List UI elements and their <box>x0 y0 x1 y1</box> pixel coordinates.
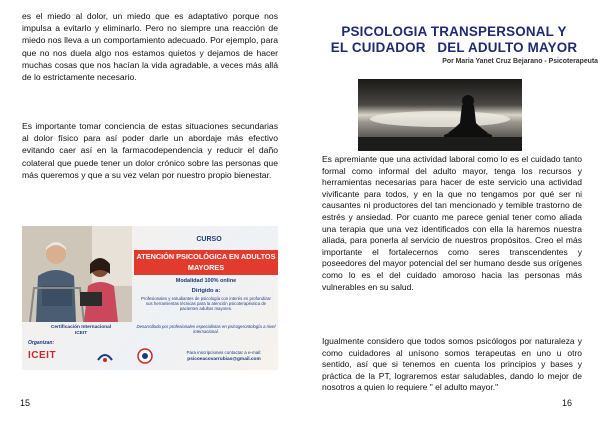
partner-logo-icon <box>96 350 114 364</box>
ad-contact-email[interactable]: psicoeacovarrubias@gmail.com <box>187 357 261 362</box>
iceit-logo: ICEIT <box>28 350 57 361</box>
article-title <box>326 24 582 56</box>
partner-seal-icon <box>136 348 154 364</box>
ad-developers: Desarrollado por profesionales especialistas en psicogerontología a nivel internacional. <box>136 324 276 335</box>
ad-certification <box>26 325 136 337</box>
course-advertisement <box>22 226 278 370</box>
ad-certification-line: Certificación Internacional <box>50 325 112 330</box>
body-paragraph: Es importante tomar conciencia de estas situaciones secundarias al dolor físico para así poder darle un abordaje más efectivo evitando caer así en la farmacodependencia y reducir el daño colateral que puede tener un dolor crónico sobre las personas que más queremos y que a su vez velan por nuestro propio bienestar. <box>22 121 278 180</box>
page-number: 15 <box>20 398 31 408</box>
ad-audience: Profesionales y estudiantes de psicología con interés en profundizar sus herramientas técnicas para la atención psicoterapéutica de pacientes adultos mayores. <box>141 296 271 312</box>
ad-title: ATENCIÓN PSICOLÓGICA EN ADULTOS MAYORES <box>134 250 278 275</box>
ad-certification-line: ICEIT <box>74 331 88 336</box>
body-paragraph: Igualmente considero que todos somos psicólogos por naturaleza y como cuidadores al unísono somos terapeutas en uno u otro sentido, así que si tenemos en cuenta los principios y bases y práctica de la PT, lograremos estar saludables, dando lo mejor de nosotros a quien lo requiere " el adulto mayor." <box>322 336 582 393</box>
article-title-line: PSICOLOGIA TRANSPERSONAL Y <box>341 24 567 39</box>
article-title-line: EL CUIDADOR DEL ADULTO MAYOR <box>330 40 578 55</box>
article-author: Por Maria Yanet Cruz Bejarano - Psicoterapeuta <box>442 58 598 65</box>
ad-audience-heading: Dirigido a: <box>191 288 221 294</box>
ad-contact-label: Para inscripciones contactar a e-mail: <box>186 350 262 355</box>
right-page <box>300 0 600 424</box>
body-paragraph: Es apremiante que una actividad laboral como lo es el cuidado tanto formal como informal del adulto mayor, tenga los recursos y herramientas necesarias para hacer de este servicio una actividad vivificante para todos, y en la que no tengamos por qué ser ni causantes ni productores del tan mencionado y temible trastorno de estrés y ansiedad. Por cuanto me parece genial tener como aliada una terapia que una vez identificados con ella la haremos nuestra aliada, para ponerla al servicio de nuestros propósitos. Creo el más importante el fortalecernos como seres transcendentes y poseedores del mayor potencial del ser humano desde sus orígenes como lo es el del cuidado amoroso hacia las personas más vulnerables en su salud. <box>322 154 582 292</box>
ad-organizer-label: Organizan: <box>28 340 55 346</box>
caregiver-photo <box>22 226 132 322</box>
body-paragraph: es el miedo al dolor, un miedo que es adaptativo porque nos impulsa a evitarlo y eliminarlo. Pero no siempre una reacción de miedo nos lleva a un comportamiento adecuado. Por ejemplo, para que no nos duela algo nos estamos quietos y dejamos de hacer muchas cosas que nos hacían la vida agradable, a veces más allá de lo estrictamente necesario. <box>22 11 278 83</box>
page-number: 16 <box>562 398 573 408</box>
ad-label: CURSO <box>196 236 222 243</box>
ad-modality: Modalidad 100% online <box>175 278 237 284</box>
meditation-silhouette-photo <box>358 79 522 151</box>
